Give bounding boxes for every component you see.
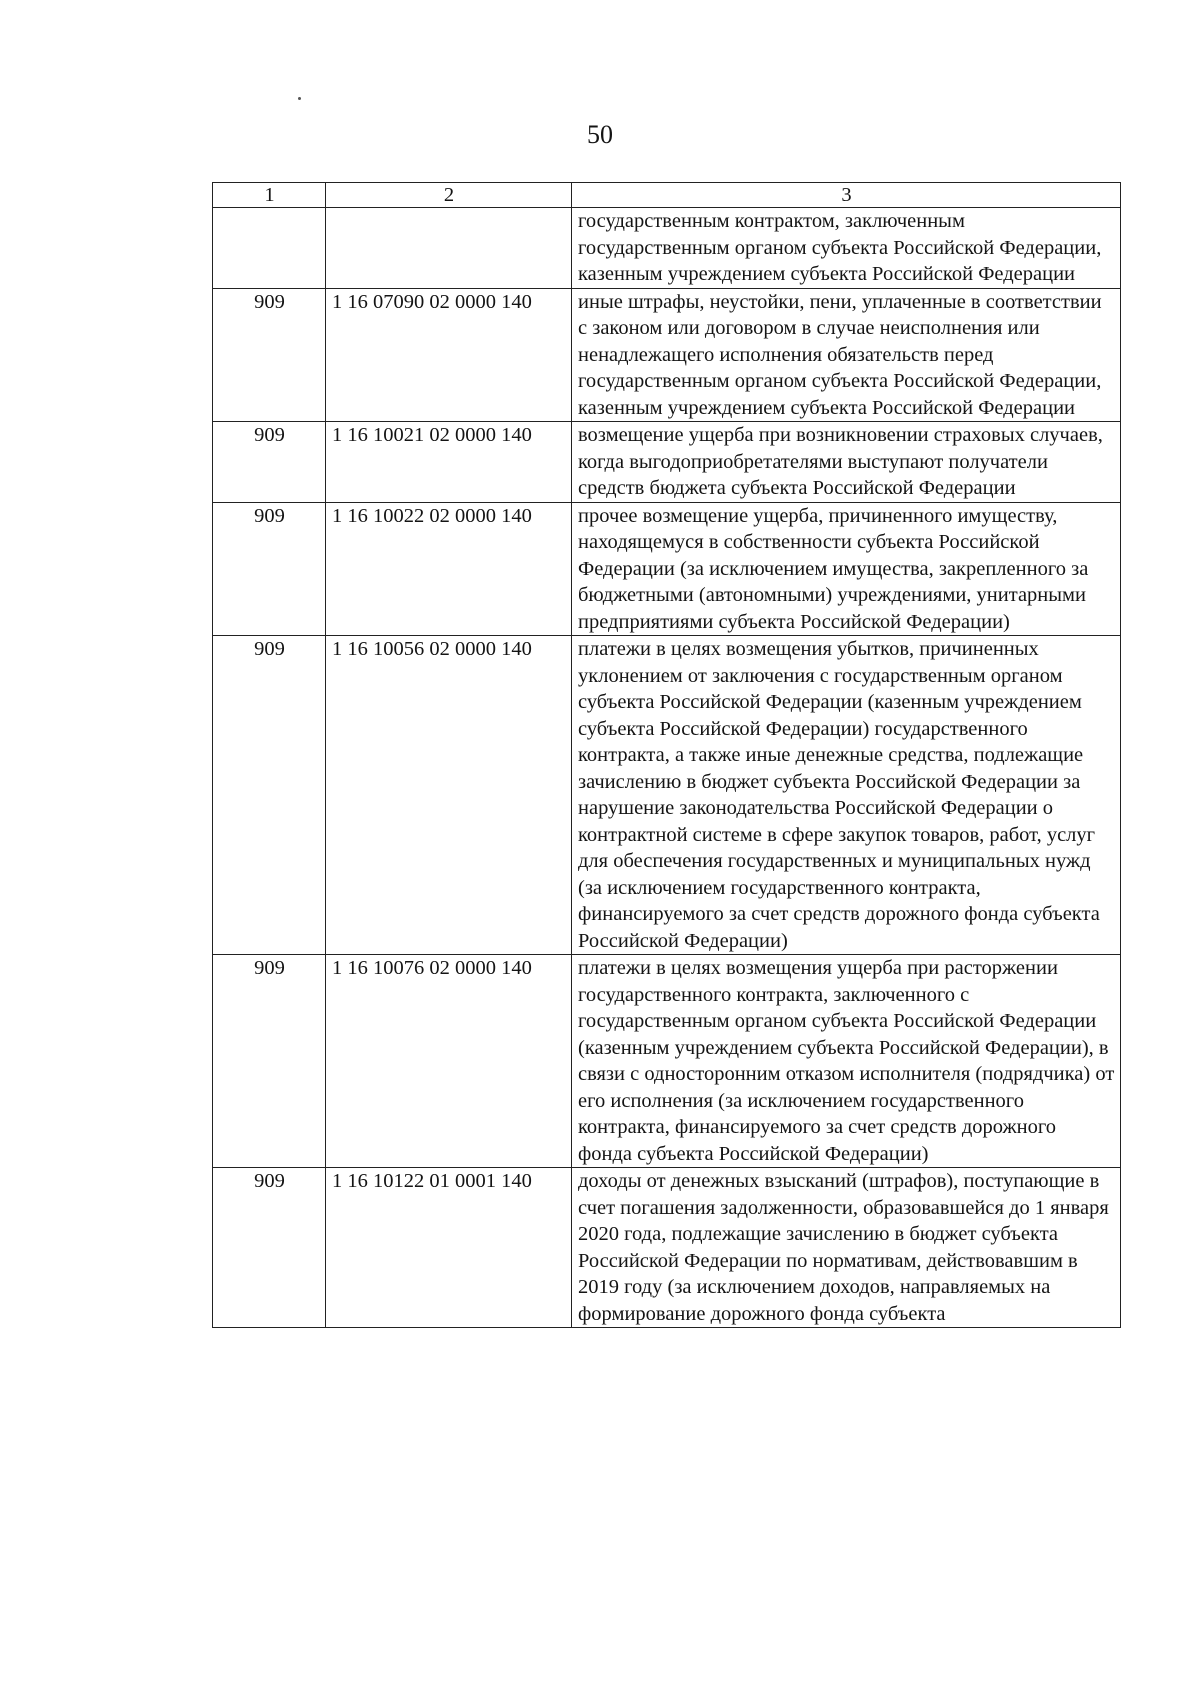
table-row: [213, 288, 1121, 422]
table-row: [213, 422, 1121, 503]
description-cell: возмещение ущерба при возникновении страховых случаев, когда выгодоприобретателями выступают получатели средств бюджета субъекта Российской Федерации: [572, 422, 1121, 503]
column-header-1: 1: [213, 183, 326, 208]
description-cell: государственным контрактом, заключенным государственным органом субъекта Российской Федерации, казенным учреждением субъекта Российской Федерации: [572, 208, 1121, 289]
admin-code-cell: 909: [213, 422, 326, 503]
table-row: [213, 1168, 1121, 1328]
description-cell: платежи в целях возмещения убытков, причиненных уклонением от заключения с государственным органом субъекта Российской Федерации (казенным учреждением субъекта Российской Федерации) государственного контракта, а также иные денежные средства, подлежащие зачислению в бюджет субъекта Российской Федерации за нарушение законодательства Российской Федерации о контрактной системе в сфере закупок товаров, работ, услуг для обеспечения государственных и муниципальных нужд (за исключением государственного контракта, финансируемого за счет средств дорожного фонда субъекта Российской Федерации): [572, 636, 1121, 955]
table-row: [213, 636, 1121, 955]
description-cell: иные штрафы, неустойки, пени, уплаченные в соответствии с законом или договором в случае неисполнения или ненадлежащего исполнения обязательств перед государственным органом субъекта Российской Федерации, казенным учреждением субъекта Российской Федерации: [572, 288, 1121, 422]
table-row: [213, 502, 1121, 636]
budget-revenue-table: [212, 182, 1121, 1328]
column-header-3: 3: [572, 183, 1121, 208]
budget-code-cell: 1 16 10056 02 0000 140: [326, 636, 572, 955]
admin-code-cell: 909: [213, 502, 326, 636]
table-row: [213, 955, 1121, 1168]
budget-code-cell: 1 16 10076 02 0000 140: [326, 955, 572, 1168]
scan-speck: [298, 97, 301, 100]
budget-code-cell: [326, 208, 572, 289]
admin-code-cell: 909: [213, 955, 326, 1168]
description-cell: доходы от денежных взысканий (штрафов), поступающие в счет погашения задолженности, образовавшейся до 1 января 2020 года, подлежащие зачислению в бюджет субъекта Российской Федерации по нормативам, действовавшим в 2019 году (за исключением доходов, направляемых на формирование дорожного фонда субъекта: [572, 1168, 1121, 1328]
description-cell: платежи в целях возмещения ущерба при расторжении государственного контракта, заключенного с государственным органом субъекта Российской Федерации (казенным учреждением субъекта Российской Федерации), в связи с односторонним отказом исполнителя (подрядчика) от его исполнения (за исключением государственного контракта, финансируемого за счет средств дорожного фонда субъекта Российской Федерации): [572, 955, 1121, 1168]
budget-code-cell: 1 16 10122 01 0001 140: [326, 1168, 572, 1328]
admin-code-cell: 909: [213, 288, 326, 422]
table-row: [213, 208, 1121, 289]
budget-code-cell: 1 16 10021 02 0000 140: [326, 422, 572, 503]
budget-code-cell: 1 16 07090 02 0000 140: [326, 288, 572, 422]
table-header-row: [213, 183, 1121, 208]
description-cell: прочее возмещение ущерба, причиненного имуществу, находящемуся в собственности субъекта Российской Федерации (за исключением имущества, закрепленного за бюджетными (автономными) учреждениями, унитарными предприятиями субъекта Российской Федерации): [572, 502, 1121, 636]
admin-code-cell: 909: [213, 1168, 326, 1328]
page-number: 50: [587, 120, 613, 149]
admin-code-cell: 909: [213, 636, 326, 955]
column-header-2: 2: [326, 183, 572, 208]
budget-code-cell: 1 16 10022 02 0000 140: [326, 502, 572, 636]
admin-code-cell: [213, 208, 326, 289]
